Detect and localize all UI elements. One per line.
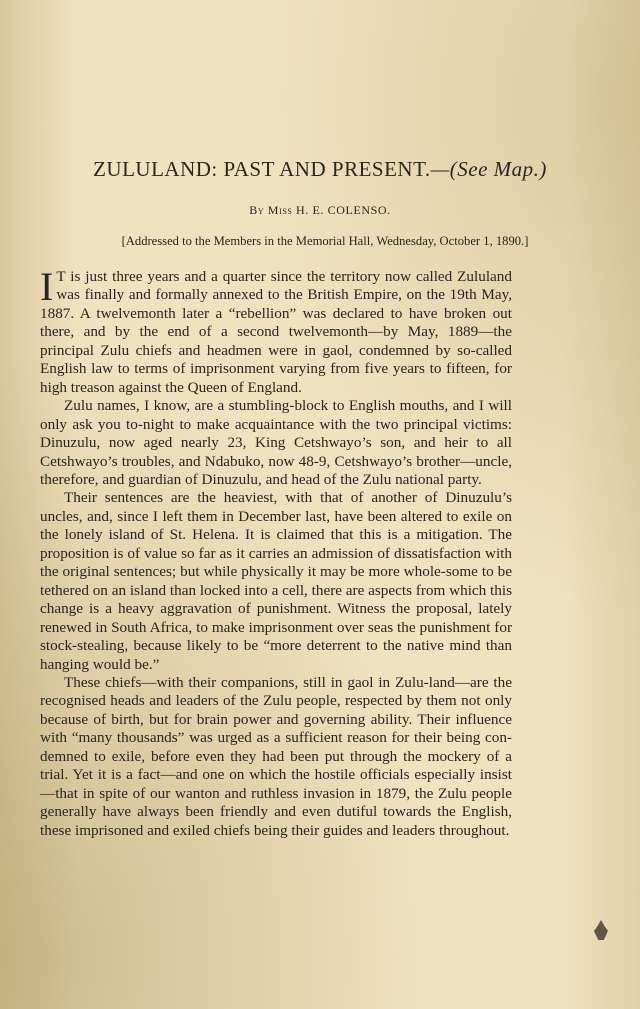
paragraph-3: Their sentences are the heaviest, with that of another of Dinuzulu’s uncles, and, since I left them in December last, have been altered to exile on the lonely island of St. Helena. It is claimed that this is a mitigation. The proposition is of value so far as it carries an admission of dissatisfaction with the original sentences; but while physically it may be more whole-some to be tethered on an island than locked into a cell, there are aspects from which this change is a heavy aggravation of punishment. Witness the proposal, lately renewed in South Africa, to make imprisonment over seas the punishment for stock-stealing, because likely to be “more deterrent to the native mind than hanging would be.” <box>40 489 512 673</box>
address-note: [Addressed to the Members in the Memorial Hall, Wednesday, October 1, 1890.] <box>121 234 529 248</box>
article-body <box>40 264 512 840</box>
author-byline-text: By Miss H. E. COLENSO. <box>249 203 391 217</box>
library-stamp-icon <box>594 920 608 940</box>
article-title-note: —(See Map.) <box>430 157 547 181</box>
paragraph-4: These chiefs—with their companions, still in gaol in Zulu-land—are the recognised heads and leaders of the Zulu people, respected by them not only because of birth, but for brain power and governing ability. Their influence with “many thousands” was urged as a sufficient reason for their being con-demned to exile, before even they had been put through the mockery of a trial. Yet it is a fact—and one on which the hostile officials especially insist—that in spite of our wanton and ruthless invasion in 1879, the Zulu people generally have always been friendly and even dutiful towards the English, these imprisoned and exiled chiefs being their guides and leaders throughout. <box>40 673 512 839</box>
paragraph-1-text: T is just three years and a quarter since the territory now called Zululand was finally and formally annexed to the British Empire, on the 19th May, 1887. A twelvemonth later a “rebellion” was declared to have broken out there, and by the end of a second twelvemonth—by May, 1889—the principal Zulu chiefs and headmen were in gaol, condemned by so-called English law to terms of imprisonment varying from five years to fifteen, for high treason against the Queen of England. <box>40 268 512 396</box>
article-title-main: ZULULAND: PAST AND PRESENT. <box>93 157 431 181</box>
paragraph-2: Zulu names, I know, are a stumbling-block to English mouths, and I will only ask you to-night to make acquaintance with the two principal victims: Dinuzulu, now aged nearly 23, King Cetshwayo’s son, and heir to all Cetshwayo’s troubles, and Ndabuko, now 48-9, Cetshwayo’s brother—uncle, therefore, and guardian of Dinuzulu, and head of the Zulu national party. <box>40 397 512 488</box>
drop-cap: I <box>40 264 54 309</box>
paragraph-1 <box>40 264 512 397</box>
author-byline <box>0 203 640 218</box>
article-title <box>0 157 640 182</box>
